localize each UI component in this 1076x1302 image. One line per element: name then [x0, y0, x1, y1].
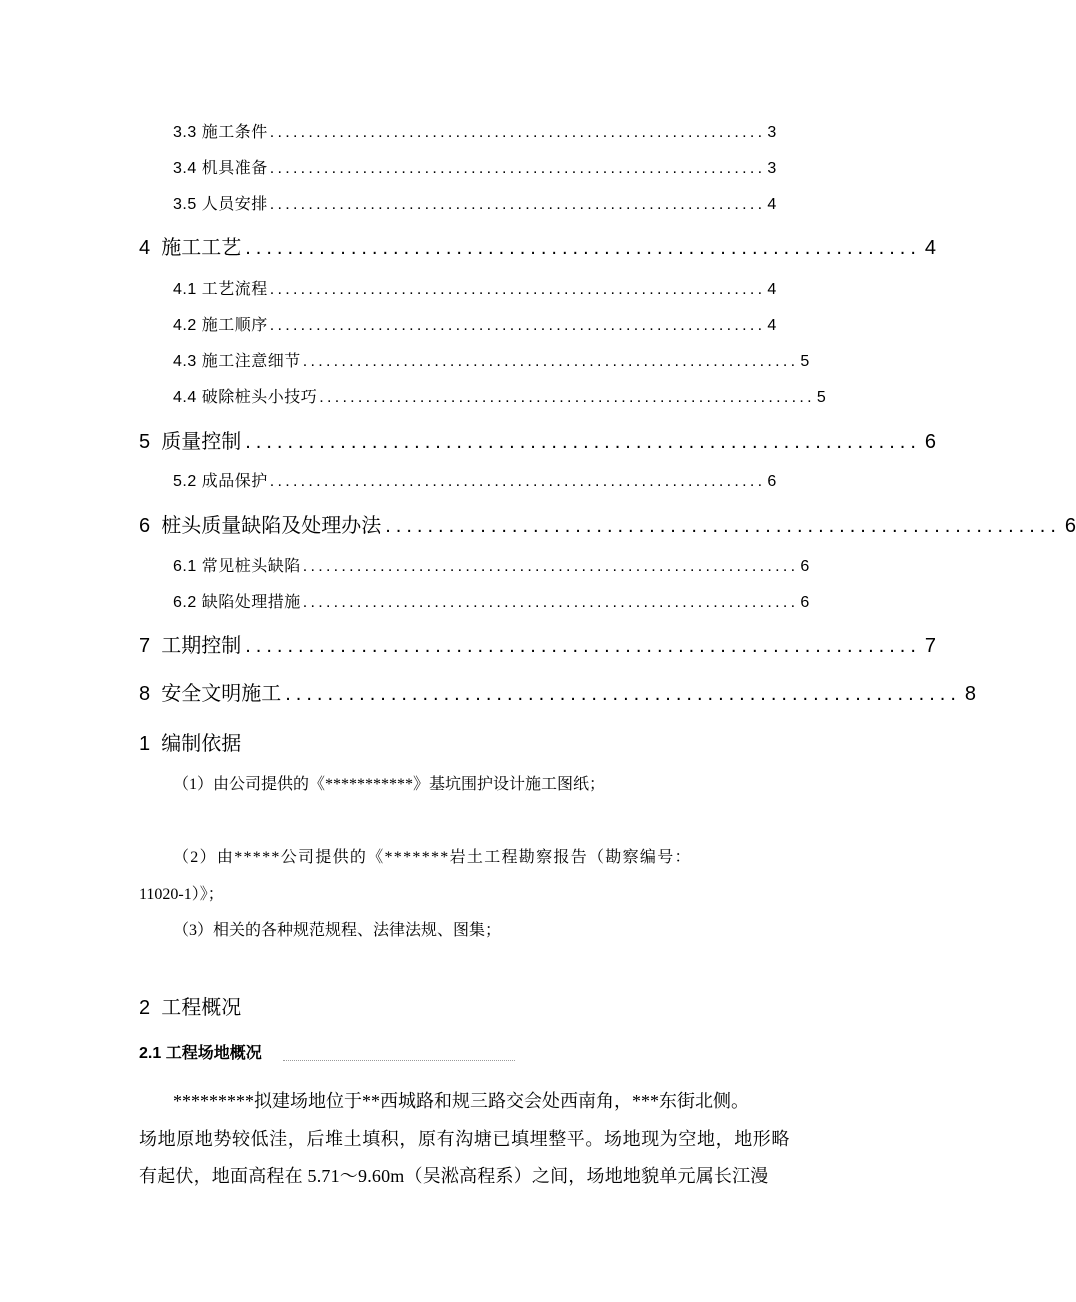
toc-entry-page: 7: [924, 635, 936, 657]
toc-leader-dots: ................................................................: [245, 431, 921, 453]
toc-entry-label: 4.1 工艺流程: [173, 281, 268, 298]
toc-entry[interactable]: [173, 312, 777, 335]
toc-entry-label: 6.2 缺陷处理措施: [173, 594, 301, 611]
section-heading: 1 编制依据: [139, 733, 242, 755]
heading-underline: [283, 1060, 515, 1061]
toc-entry-page: 6: [924, 431, 936, 453]
toc-entry-label: 5 质量控制: [139, 431, 242, 453]
toc-entry-page: 8: [964, 683, 976, 705]
toc-entry[interactable]: [139, 425, 936, 454]
toc-entry-page: 4: [767, 196, 777, 213]
toc-entry-page: 5: [800, 353, 810, 370]
toc-entry-page: 4: [767, 317, 777, 334]
paragraph-line: 场地原地势较低洼，后堆土填积，原有沟塘已填埋整平。场地现为空地，地形略: [139, 1129, 790, 1149]
toc-entry-page: 6: [767, 473, 777, 490]
toc-leader-dots: ................................................................: [302, 353, 799, 370]
section-heading: 2 工程概况: [139, 997, 242, 1019]
toc-entry-label: 7 工期控制: [139, 635, 242, 657]
toc-entry[interactable]: [173, 348, 810, 371]
toc-entry[interactable]: [139, 677, 976, 706]
sub-heading: [139, 1040, 515, 1066]
toc-entry[interactable]: [173, 119, 777, 142]
toc-entry-label: 4 施工工艺: [139, 237, 242, 259]
toc-leader-dots: ................................................................: [269, 124, 766, 141]
toc-entry-label: 4.2 施工顺序: [173, 317, 268, 334]
toc-leader-dots: ................................................................: [285, 683, 961, 705]
toc-entry[interactable]: [173, 468, 777, 491]
toc-entry[interactable]: [173, 589, 810, 612]
paragraph-line: 有起伏，地面高程在 5.71～9.60m（吴淞高程系）之间，场地地貌单元属长江漫: [139, 1166, 769, 1186]
toc-entry[interactable]: [173, 384, 827, 407]
toc-entry-page: 4: [767, 281, 777, 298]
toc-entry-page: 6: [800, 594, 810, 611]
toc-leader-dots: ................................................................: [245, 237, 921, 259]
toc-entry-label: 6 桩头质量缺陷及处理办法: [139, 515, 382, 537]
toc-leader-dots: ................................................................: [269, 160, 766, 177]
toc-entry-page: 5: [816, 389, 827, 406]
toc-entry-label: 6.1 常见桩头缺陷: [173, 558, 301, 575]
toc-entry[interactable]: [139, 231, 936, 260]
toc-entry-label: 4.3 施工注意细节: [173, 353, 301, 370]
toc-entry[interactable]: [173, 553, 810, 576]
toc-entry-label: 4.4 破除桩头小技巧: [173, 389, 318, 406]
toc-entry-label: 3.3 施工条件: [173, 124, 268, 141]
toc-leader-dots: ................................................................: [302, 558, 799, 575]
toc-leader-dots: ................................................................: [302, 594, 799, 611]
toc-leader-dots: ................................................................: [245, 635, 921, 657]
toc-entry[interactable]: [173, 155, 777, 178]
basis-item: （3）相关的各种规范规程、法律法规、图集；: [173, 922, 502, 939]
toc-entry-label: 8 安全文明施工: [139, 683, 282, 705]
paragraph-line: *********拟建场地位于**西城路和规三路交会处西南角，***东街北侧。: [173, 1091, 749, 1111]
sub-heading-text: 2.1 工程场地概况: [139, 1045, 262, 1062]
toc-entry[interactable]: [139, 629, 936, 658]
basis-item: （2）由*****公司提供的《*******岩土工程勘察报告（勘察编号：: [173, 849, 692, 866]
basis-item: （1）由公司提供的《***********》基坑围护设计施工图纸；: [173, 776, 606, 793]
toc-entry-page: 6: [1064, 515, 1076, 537]
toc-entry-label: 3.4 机具准备: [173, 160, 268, 177]
toc-entry[interactable]: [173, 276, 777, 299]
toc-entry-page: 3: [767, 124, 777, 141]
toc-entry[interactable]: [173, 191, 777, 214]
toc-leader-dots: ................................................................: [269, 317, 766, 334]
toc-entry-label: 5.2 成品保护: [173, 473, 268, 490]
toc-leader-dots: ................................................................: [269, 281, 766, 298]
toc-entry-page: 3: [767, 160, 777, 177]
toc-leader-dots: ................................................................: [385, 515, 1061, 537]
toc-leader-dots: ................................................................: [269, 196, 766, 213]
toc-entry-page: 6: [800, 558, 810, 575]
toc-entry-label: 3.5 人员安排: [173, 196, 268, 213]
toc-entry[interactable]: [139, 509, 1076, 538]
basis-item-continuation: 11020-1）》；: [139, 886, 224, 903]
toc-entry-page: 4: [924, 237, 936, 259]
toc-leader-dots: ................................................................: [319, 389, 815, 406]
toc-leader-dots: ................................................................: [269, 473, 766, 490]
